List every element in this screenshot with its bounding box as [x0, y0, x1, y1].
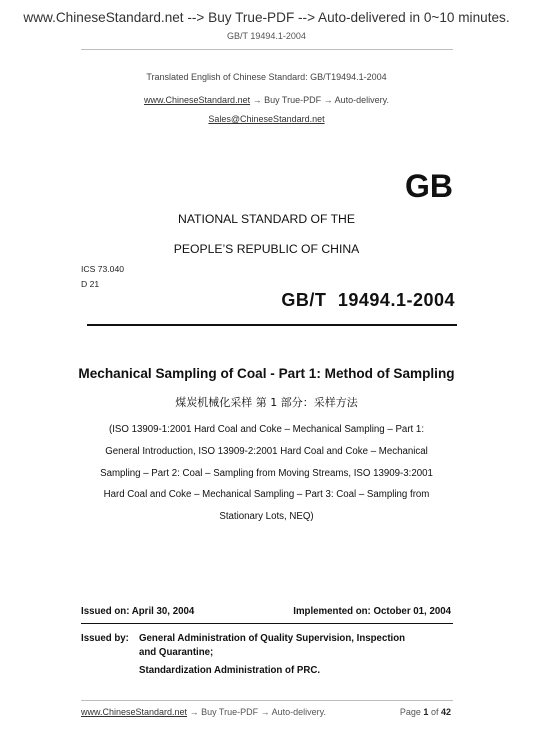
- page-of-label: of: [430, 707, 439, 717]
- ics-code: ICS 73.040: [81, 264, 124, 274]
- page-indicator: [400, 707, 451, 717]
- header-banner: www.ChineseStandard.net --> Buy True-PDF --> Auto-delivered in 0~10 minutes.: [23, 10, 510, 25]
- issued-date: Issued on: April 30, 2004: [81, 606, 195, 617]
- standard-number: GB/T 19494.1-2004: [281, 290, 455, 310]
- issuer-line: Standardization Administration of PRC.: [139, 665, 321, 676]
- page-number: 1: [423, 707, 429, 717]
- title-divider: [87, 324, 457, 326]
- equivalence-line: Sampling – Part 2: Coal – Sampling from Moving Streams, ISO 13909-3:2001: [100, 467, 433, 479]
- document-title-zh: 煤炭机械化采样 第 1 部分：采样方法: [175, 396, 358, 409]
- sales-email-link[interactable]: Sales@ChineseStandard.net: [208, 114, 325, 124]
- issuer-line: General Administration of Quality Supervision, Inspection: [139, 633, 406, 644]
- translation-note: Translated English of Chinese Standard: GB/T19494.1-2004: [146, 72, 387, 82]
- national-standard-line1: NATIONAL STANDARD OF THE: [178, 212, 355, 226]
- intro-site-line: [0, 95, 533, 105]
- issued-by-label: Issued by:: [81, 633, 129, 644]
- footer-site-suffix: → Buy True-PDF → Auto-delivery.: [187, 707, 326, 717]
- footer-site-line: [81, 707, 326, 717]
- footer-divider: [81, 700, 453, 701]
- equivalence-line: Hard Coal and Coke – Mechanical Sampling – Part 3: Coal – Sampling from: [103, 489, 430, 501]
- national-standard-line2: PEOPLE’S REPUBLIC OF CHINA: [173, 242, 360, 256]
- dates-divider: [81, 623, 453, 624]
- equivalence-line: General Introduction, ISO 13909-2:2001 Hard Coal and Coke – Mechanical: [105, 445, 428, 457]
- header-divider: [81, 49, 453, 50]
- site-link-suffix: → Buy True-PDF → Auto-delivery.: [250, 95, 389, 105]
- site-link[interactable]: www.ChineseStandard.net: [144, 95, 251, 105]
- equivalence-paragraph: [80, 419, 453, 528]
- gb-logo: GB: [405, 168, 453, 204]
- document-title-en: Mechanical Sampling of Coal - Part 1: Method of Sampling: [78, 366, 455, 381]
- page-label: Page: [399, 707, 421, 717]
- issuer-line: and Quarantine;: [139, 647, 214, 658]
- implemented-date: Implemented on: October 01, 2004: [293, 606, 451, 617]
- footer-site-link[interactable]: www.ChineseStandard.net: [81, 707, 188, 717]
- equivalence-line: (ISO 13909-1:2001 Hard Coal and Coke – Mechanical Sampling – Part 1:: [108, 424, 425, 435]
- classification-code: D 21: [81, 279, 100, 289]
- header-standard-code: GB/T 19494.1-2004: [227, 31, 306, 41]
- equivalence-line: Stationary Lots, NEQ): [219, 511, 314, 523]
- page-total: 42: [440, 707, 451, 717]
